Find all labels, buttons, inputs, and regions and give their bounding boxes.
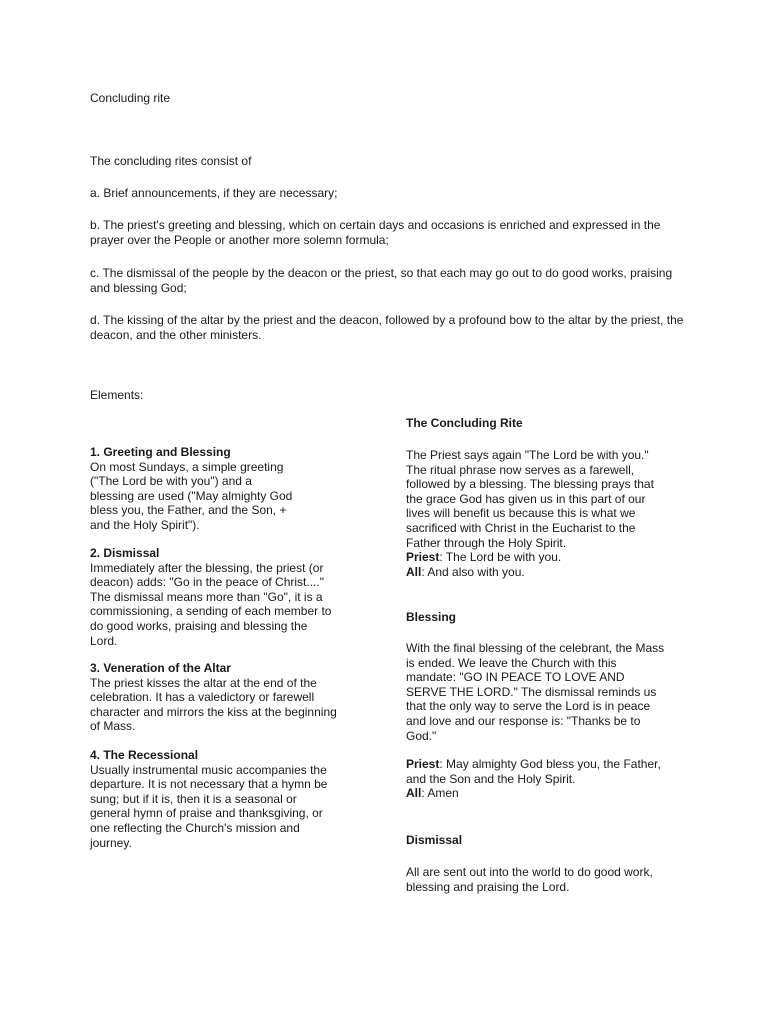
list-item-a: a. Brief announcements, if they are necessary; — [90, 186, 338, 200]
section-line: The dismissal means more than "Go", it is a — [90, 589, 323, 604]
section-dismissal — [90, 546, 352, 648]
document-title: Concluding rite — [90, 91, 171, 105]
section-line: journey. — [90, 835, 132, 850]
body-line: lives will benefit us because this is what we — [406, 506, 636, 521]
list-item-c: c. The dismissal of the people by the deacon or the priest, so that each may go out to do good works, praising and blessing God; — [90, 266, 673, 295]
priest-response-line — [406, 550, 698, 565]
priest-text: : The Lord be with you. — [439, 550, 562, 565]
list-item-b: b. The priest's greeting and blessing, which on certain days and occasions is enriched and expressed in the prayer over the People or another more solemn formula; — [90, 218, 661, 247]
body-line: followed by a blessing. The blessing prays that — [406, 477, 654, 492]
blessing-heading: Blessing — [406, 610, 457, 624]
priest-label: Priest — [406, 550, 440, 565]
priest-label: Priest — [406, 757, 440, 771]
dismissal-body — [406, 865, 698, 894]
all-label: All — [406, 786, 422, 801]
intro-text: The concluding rites consist of — [90, 154, 252, 168]
section-line: Lord. — [90, 633, 118, 648]
section-line: commissioning, a sending of each member to — [90, 604, 332, 619]
section-line: blessing are used ("May almighty God — [90, 488, 293, 503]
body-line: Father through the Holy Spirit. — [406, 535, 567, 550]
body-line: is ended. We leave the Church with this — [406, 655, 617, 670]
all-text: : And also with you. — [421, 564, 525, 579]
section-line: general hymn of praise and thanksgiving, or — [90, 806, 323, 821]
section-line: The priest kisses the altar at the end of the — [90, 675, 317, 690]
body-line: God." — [406, 728, 437, 743]
body-line: The ritual phrase now serves as a farewell, — [406, 462, 635, 477]
section-heading: 1. Greeting and Blessing — [90, 445, 231, 459]
section-recessional — [90, 748, 352, 850]
section-line: of Mass. — [90, 719, 136, 734]
section-line: ("The Lord be with you") and a — [90, 474, 252, 489]
section-line: bless you, the Father, and the Son, + — [90, 503, 287, 518]
blessing-responses — [406, 757, 698, 801]
section-line: and the Holy Spirit"). — [90, 517, 200, 532]
concluding-rite-heading: The Concluding Rite — [406, 416, 523, 430]
section-heading: 3. Veneration of the Altar — [90, 661, 231, 675]
priest-response-line — [406, 757, 698, 772]
list-item-d: d. The kissing of the altar by the priest and the deacon, followed by a profound bow to the altar by the priest, the deacon, and the other ministers. — [90, 313, 684, 342]
body-line: With the final blessing of the celebrant, the Mass — [406, 641, 665, 655]
body-line: SERVE THE LORD." The dismissal reminds us — [406, 684, 657, 699]
section-heading: 2. Dismissal — [90, 546, 160, 560]
section-veneration — [90, 661, 352, 734]
section-line: Usually instrumental music accompanies the — [90, 762, 327, 777]
section-line: Immediately after the blessing, the priest (or — [90, 560, 324, 575]
dismissal-heading: Dismissal — [406, 833, 463, 847]
section-line: celebration. It has a valedictory or farewell — [90, 690, 315, 705]
body-line: mandate: "GO IN PEACE TO LOVE AND — [406, 670, 625, 685]
section-line: departure. It is not necessary that a hymn be — [90, 777, 328, 792]
section-heading: 4. The Recessional — [90, 748, 199, 762]
priest-text: : May almighty God bless you, the Father, — [439, 757, 661, 771]
body-line: The Priest says again "The Lord be with you." — [406, 448, 649, 462]
body-line: and love and our response is: "Thanks be to — [406, 713, 641, 728]
section-line: On most Sundays, a simple greeting — [90, 459, 284, 474]
all-response-line — [406, 565, 698, 580]
all-response-line — [406, 786, 698, 801]
body-line: blessing and praising the Lord. — [406, 879, 570, 894]
section-line: deacon) adds: "Go in the peace of Christ...." — [90, 575, 324, 590]
priest-response-continuation: and the Son and the Holy Spirit. — [406, 771, 576, 786]
blessing-body — [406, 641, 698, 743]
body-line: that the only way to serve the Lord is in peace — [406, 699, 651, 714]
elements-label: Elements: — [90, 388, 144, 402]
all-label: All — [406, 564, 422, 579]
section-greeting-blessing — [90, 445, 352, 533]
section-line: one reflecting the Church's mission and — [90, 820, 300, 835]
section-line: sung; but if it is, then it is a seasonal or — [90, 791, 297, 806]
all-text: : Amen — [421, 786, 459, 801]
body-line: the grace God has given us in this part of our — [406, 491, 646, 506]
body-line: All are sent out into the world to do good work, — [406, 865, 653, 879]
concluding-rite-body — [406, 448, 698, 579]
body-line: sacrificed with Christ in the Eucharist to the — [406, 520, 636, 535]
section-line: do good works, praising and blessing the — [90, 618, 308, 633]
section-line: character and mirrors the kiss at the beginning — [90, 704, 337, 719]
